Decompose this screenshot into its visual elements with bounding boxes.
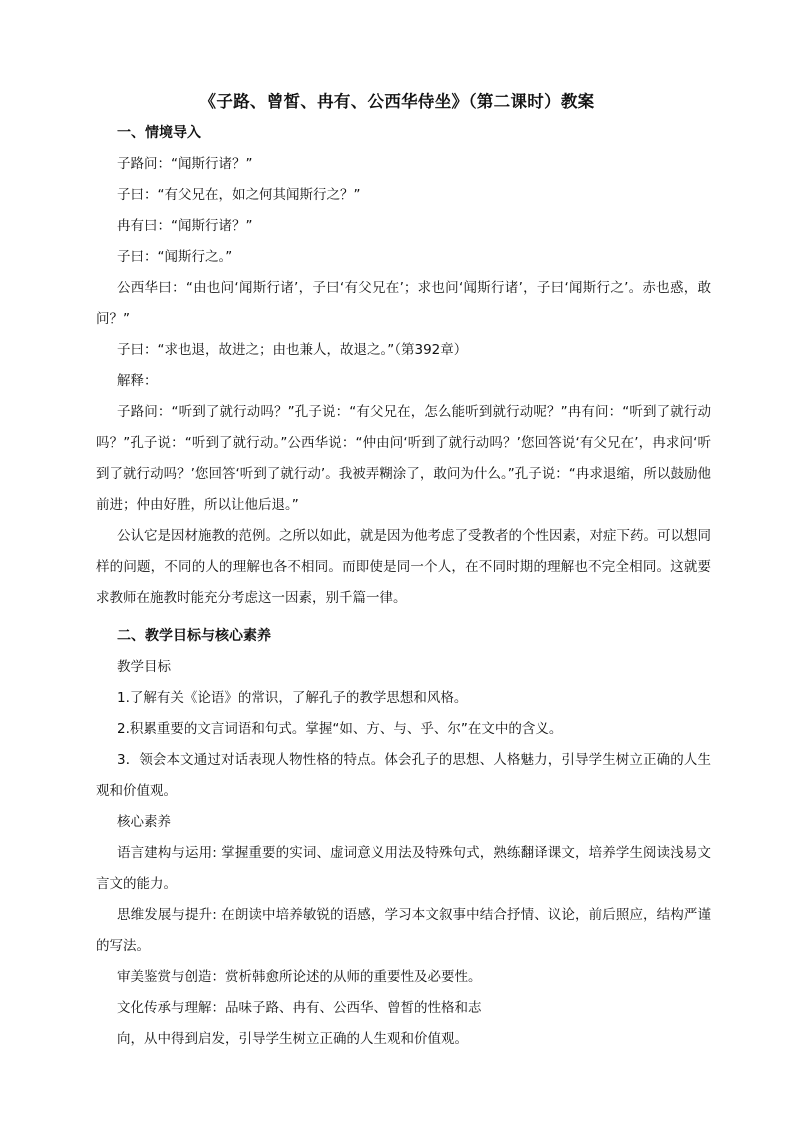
- goals-label: 教学目标: [117, 659, 171, 675]
- core-item: 语言建构与运用: 掌握重要的实词、虚词意义用法及特殊句式，熟练翻译课文，培养学生阅读浅易文言文的能力。: [96, 845, 711, 892]
- document-title: 《子路、曾皙、冉有、公西华侍坐》（第二课时）教案: [199, 92, 595, 111]
- section-heading-goals: 二、教学目标与核心素养: [117, 628, 271, 644]
- paragraph: 冉有曰：“闻斯行诸？”: [117, 218, 253, 234]
- goal-item: 1.了解有关《论语》的常识，了解孔子的教学思想和风格。: [117, 690, 468, 706]
- paragraph: 解释：: [117, 373, 158, 389]
- core-item: 文化传承与理解：品味子路、冉有、公西华、曾皙的性格和志: [117, 1000, 482, 1016]
- goal-item: 2.积累重要的文言词语和句式。掌握“如、方、与、乎、尔”在文中的含义。: [117, 721, 563, 737]
- core-item: 向，从中得到启发，引导学生树立正确的人生观和价值观。: [117, 1031, 468, 1047]
- paragraph: 子路问：“闻斯行诸？”: [117, 156, 253, 172]
- paragraph: 子曰：“有父兄在，如之何其闻斯行之？”: [117, 187, 361, 203]
- section-heading-intro: 一、情境导入: [117, 125, 201, 141]
- paragraph: 子路问：“听到了就行动吗？”孔子说：“有父兄在，怎么能听到就行动呢？”冉有问：“听到了就行动吗？”孔子说：“听到了就行动。”公西华说：“仲由问‘听到了就行动吗？’您回答说‘有父兄在’，冉求问‘听到了就行动吗？’您回答‘听到了就行动’。我被弄糊涂了，敢问为什么。”孔子说：“冉求退缩，所以鼓励他前进；仲由好胜，所以让他后退。”: [96, 404, 711, 513]
- goal-item: 3．领会本文通过对话表现人物性格的特点。体会孔子的思想、人格魅力，引导学生树立正确的人生观和价值观。: [96, 752, 711, 799]
- paragraph: 公西华曰：“由也问‘闻斯行诸’，子曰‘有父兄在’；求也问‘闻斯行诸’，子曰‘闻斯行之’。赤也惑，敢问？”: [96, 280, 711, 327]
- paragraph: 子曰：“闻斯行之。”: [117, 249, 233, 265]
- paragraph: 公认它是因材施教的范例。之所以如此，就是因为他考虑了受教者的个性因素，对症下药。可以想同样的问题，不同的人的理解也各不相同。而即使是同一个人，在不同时期的理解也不完全相同。这就要求教师在施教时能充分考虑这一因素，别千篇一律。: [96, 528, 711, 606]
- paragraph: 子曰：“求也退，故进之；由也兼人，故退之。”（第392章）: [117, 342, 468, 358]
- core-item: 思维发展与提升: 在朗读中培养敏锐的语感，学习本文叙事中结合抒情、议论，前后照应，结构严谨的写法。: [96, 907, 711, 954]
- core-label: 核心素养: [117, 814, 171, 830]
- core-item: 审美鉴赏与创造：赏析韩愈所论述的从师的重要性及必要性。: [117, 969, 482, 985]
